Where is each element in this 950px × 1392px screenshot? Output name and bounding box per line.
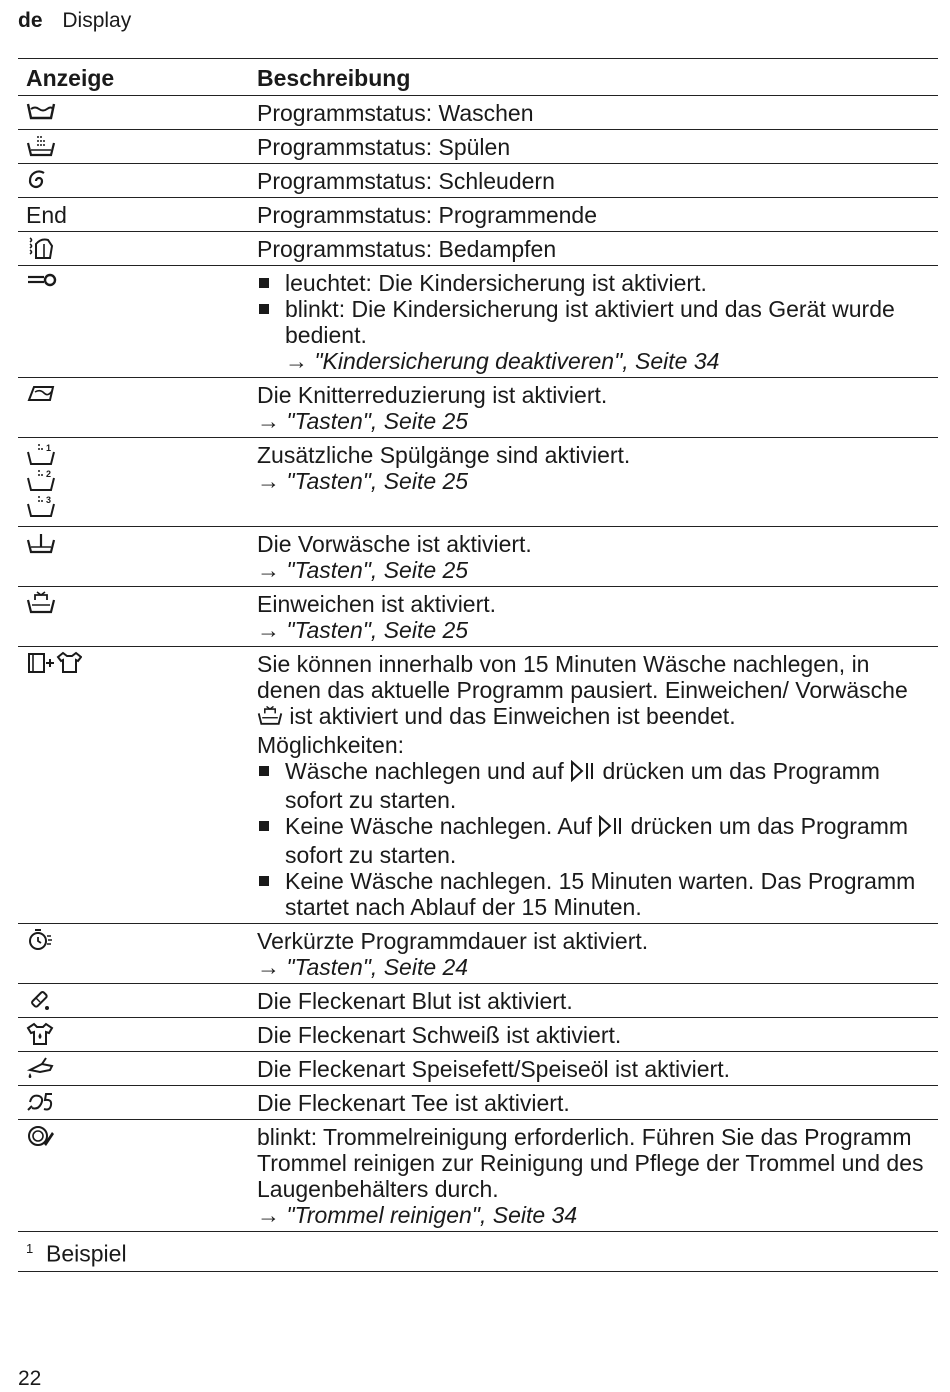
column-header-indicator: Anzeige bbox=[18, 59, 249, 96]
row-text: Die Fleckenart Speisefett/Speiseöl ist aktiviert. bbox=[249, 1052, 938, 1086]
svg-text:1: 1 bbox=[46, 443, 52, 453]
table-row bbox=[18, 647, 938, 924]
table-row bbox=[18, 164, 938, 198]
row-text: Die Fleckenart Schweiß ist aktiviert. bbox=[249, 1018, 938, 1052]
row-text: Verkürzte Programmdauer ist aktiviert. bbox=[257, 928, 649, 954]
iron-icon bbox=[26, 382, 56, 404]
sweat-stain-icon bbox=[26, 1022, 54, 1046]
section-title: Display bbox=[62, 9, 132, 32]
display-table bbox=[18, 58, 938, 1272]
row-text: blinkt: Trommelreinigung erforderlich. Führen Sie das Programm Trommel reinigen zur Reinigung und Pflege der Trommel und des Laugenbehälters durch. bbox=[257, 1124, 924, 1202]
list-item: blinkt: Die Kindersicherung ist aktiviert und das Gerät wurde bedient. bbox=[257, 296, 930, 348]
table-row bbox=[18, 198, 938, 232]
cross-reference-link[interactable]: → "Tasten", Seite 25 bbox=[257, 617, 469, 643]
table-row bbox=[18, 1052, 938, 1086]
start-pause-icon bbox=[598, 815, 624, 842]
options-label: Möglichkeiten: bbox=[257, 732, 405, 758]
prewash-icon bbox=[26, 531, 56, 555]
row-text: Einweichen ist aktiviert. bbox=[257, 591, 497, 617]
footnote-mark: 1 bbox=[26, 1241, 34, 1256]
row-text: Die Knitterreduzierung ist aktiviert. bbox=[257, 382, 608, 408]
footnote-row bbox=[18, 1232, 938, 1272]
row-text: Zusätzliche Spülgänge sind aktiviert. bbox=[257, 442, 631, 468]
table-row bbox=[18, 527, 938, 587]
tea-stain-icon bbox=[26, 1090, 56, 1114]
page-number: 22 bbox=[18, 1367, 42, 1390]
add-laundry-icon bbox=[26, 651, 82, 675]
steam-icon bbox=[26, 236, 56, 260]
table-row bbox=[18, 266, 938, 378]
row-text: Die Vorwäsche ist aktiviert. bbox=[257, 531, 532, 557]
footnote-text: Beispiel bbox=[46, 1240, 127, 1267]
start-pause-icon bbox=[570, 760, 596, 787]
table-row bbox=[18, 1086, 938, 1120]
table-row bbox=[18, 232, 938, 266]
blood-stain-icon bbox=[26, 988, 54, 1012]
table-row bbox=[18, 130, 938, 164]
language-tag: de bbox=[18, 9, 43, 32]
row-text: Programmstatus: Schleudern bbox=[249, 164, 938, 198]
wash-tub-icon bbox=[26, 100, 56, 122]
row-text: Die Fleckenart Blut ist aktiviert. bbox=[249, 984, 938, 1018]
row-text: Programmstatus: Waschen bbox=[249, 96, 938, 130]
list-item: Keine Wäsche nachlegen. Auf drücken um das Programm sofort zu starten. bbox=[257, 813, 930, 868]
page-header bbox=[18, 9, 131, 33]
list-item: leuchtet: Die Kindersicherung ist aktiviert. bbox=[257, 270, 930, 296]
row-text: Programmstatus: Bedampfen bbox=[249, 232, 938, 266]
table-row bbox=[18, 378, 938, 438]
column-header-description: Beschreibung bbox=[249, 59, 938, 96]
soak-icon bbox=[26, 591, 56, 615]
extra-rinse-icon bbox=[26, 442, 58, 518]
table-row bbox=[18, 587, 938, 647]
spin-icon bbox=[26, 168, 52, 192]
soak-icon bbox=[257, 705, 283, 732]
end-code: End bbox=[18, 198, 249, 232]
cross-reference-link[interactable]: → "Tasten", Seite 24 bbox=[257, 954, 469, 980]
rinse-icon bbox=[26, 134, 56, 158]
drum-clean-icon bbox=[26, 1124, 56, 1148]
cross-reference-link[interactable]: → "Kindersicherung deaktiveren", Seite 34 bbox=[285, 348, 720, 374]
cross-reference-link[interactable]: → "Trommel reinigen", Seite 34 bbox=[257, 1202, 578, 1228]
key-icon bbox=[26, 270, 58, 290]
table-row bbox=[18, 984, 938, 1018]
row-text: Programmstatus: Spülen bbox=[249, 130, 938, 164]
table-row bbox=[18, 1120, 938, 1232]
row-text: Die Fleckenart Tee ist aktiviert. bbox=[249, 1086, 938, 1120]
table-row bbox=[18, 96, 938, 130]
cross-reference-link[interactable]: → "Tasten", Seite 25 bbox=[257, 557, 469, 583]
table-row bbox=[18, 1018, 938, 1052]
svg-text:2: 2 bbox=[46, 469, 52, 479]
table-row bbox=[18, 438, 938, 527]
table-row bbox=[18, 924, 938, 984]
speed-timer-icon bbox=[26, 928, 54, 952]
list-item: Keine Wäsche nachlegen. 15 Minuten warten. Das Programm startet nach Ablauf der 15 Minuten. bbox=[257, 868, 930, 920]
svg-text:3: 3 bbox=[46, 495, 52, 505]
cross-reference-link[interactable]: → "Tasten", Seite 25 bbox=[257, 408, 469, 434]
grease-stain-icon bbox=[26, 1056, 56, 1080]
row-text: Programmstatus: Programmende bbox=[249, 198, 938, 232]
list-item: Wäsche nachlegen und auf drücken um das Programm sofort zu starten. bbox=[257, 758, 930, 813]
cross-reference-link[interactable]: → "Tasten", Seite 25 bbox=[257, 468, 469, 494]
row-text: Sie können innerhalb von 15 Minuten Wäsche nachlegen, in denen das aktuelle Programm pausiert. Einweichen/ Vorwäsche ist aktiviert und das Einweichen ist beendet. bbox=[257, 651, 930, 732]
